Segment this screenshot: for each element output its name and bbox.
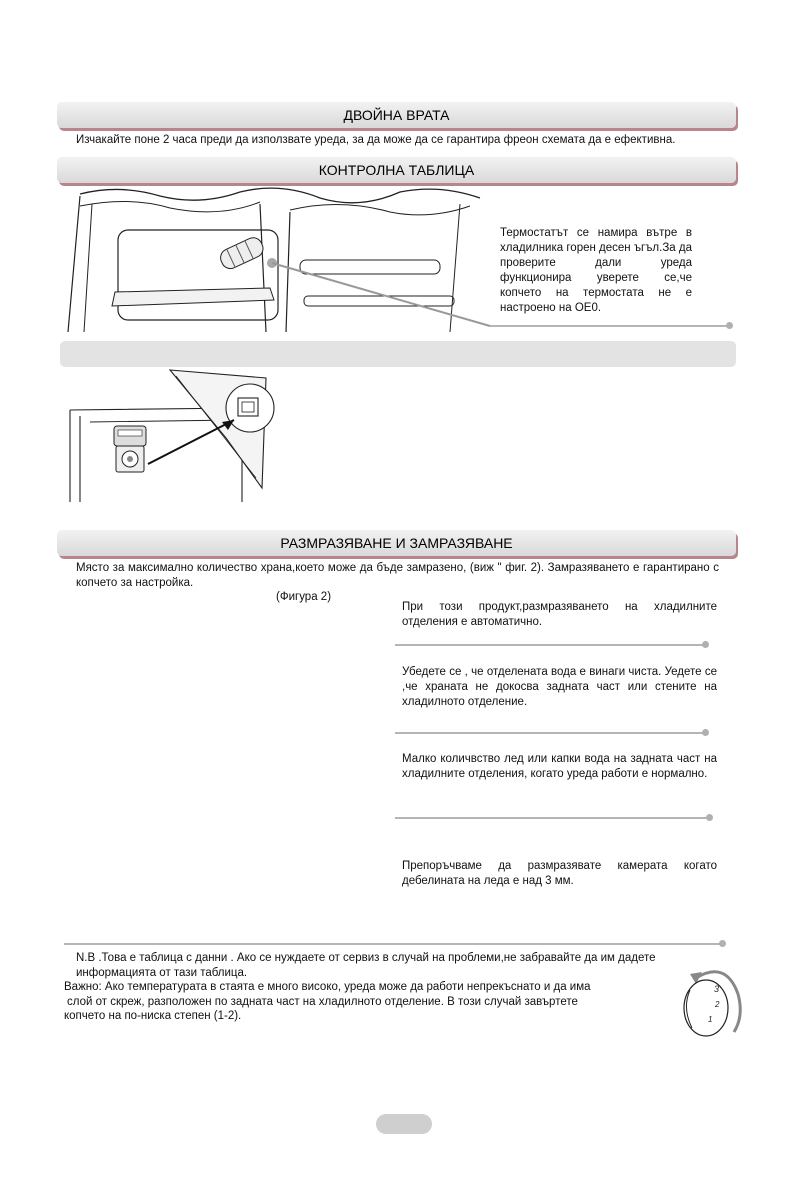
defrost-item-3: Малко количвство лед или капки вода на задната част на хладилните отделения, когато уреда работи е нормално. [402,753,717,780]
defrost-item-2: Убедете се , че отделената вода е винаги чиста. Уедете се ,че храната не докосва задната част или стените на хладилното отделение. [402,666,717,708]
freezer-switch-illustration [66,368,286,504]
defrost-header: РАЗМРАЗЯВАНЕ И ЗАМРАЗЯВАНЕ [57,530,736,556]
notes-divider [64,943,722,945]
control-table-header: КОНТРОЛНА ТАБЛИЦА [57,157,736,183]
defrost-divider-dot-3 [706,814,713,821]
thermostat-divider-dot [726,322,733,329]
thermostat-text: Термостатът се намира вътре в хладилника горен десен ъгъл.За да проверите дали уреда функционира уверете се,че копчето на термостата не е настроено на OE0. [500,227,692,314]
figure-label: (Фигура 2) [276,591,332,603]
notes-divider-dot [719,940,726,947]
double-door-header: ДВОЙНА ВРАТА [57,102,736,128]
notes-block [64,951,724,1024]
defrost-item-1: При този продукт,размразяването на хладилните отделения е автоматично. [402,601,717,628]
defrost-divider-3 [395,817,710,819]
defrost-divider-dot-1 [702,641,709,648]
dial-mark-3: 3 [714,984,720,994]
defrost-divider-1 [395,644,705,646]
defrost-divider-2 [395,732,705,734]
thermostat-divider [490,325,728,327]
dial-mark-2: 2 [715,1000,720,1009]
thermostat-dial-illustration [668,964,748,1040]
page-number-pill [376,1114,432,1134]
unlabelled-header [60,341,736,367]
defrost-divider-dot-2 [702,729,709,736]
important-line-3: копчето на по-ниска степен (1-2). [64,1010,242,1022]
important-line-2: слой от скреж, разположен по задната част на хладилното отделение. В този случай завъртете [67,995,578,1008]
nb-note: N.B .Това е таблица с данни . Ако се нуждаете от сервиз в случай на проблеми,не забравайте да им дадете информацията от тази таблица. [76,952,656,979]
double-door-text: Изчакайте поне 2 часа преди да използвате уреда, за да може да се гарантира фреон схемата да е ефективна. [76,134,676,146]
defrost-item-4: Препоръчваме да размразявате камерата когато дебелината на леда е над 3 мм. [402,860,717,887]
fridge-interior-illustration [60,184,500,332]
defrost-intro: Място за максимално количество храна,което може да бъде замразено, (виж " фиг. 2). Замразяването е гарантирано с копчето за настройка. [76,562,719,589]
important-line-1: Важно: Ако температурата в стаята е много високо, уреда може да работи непрекъснато и да има [64,981,591,993]
dial-mark-1: 1 [708,1015,713,1024]
